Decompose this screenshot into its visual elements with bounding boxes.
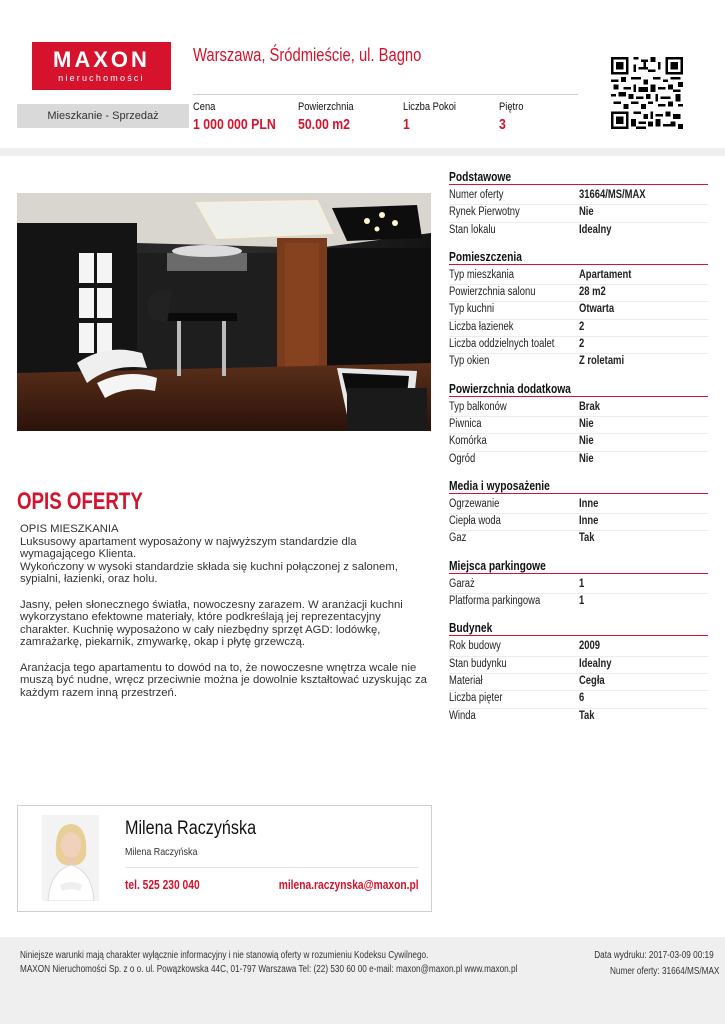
detail-row: [449, 452, 708, 469]
detail-row: [449, 434, 708, 451]
detail-row: [449, 691, 708, 708]
detail-key: Piwnica: [449, 417, 482, 430]
section-rule: [449, 573, 708, 574]
detail-key: Materiał: [449, 674, 483, 687]
section-title: Podstawowe: [449, 170, 512, 184]
detail-value: 2009: [579, 640, 600, 653]
description-paragraph: Aranżacja tego apartamentu to dowód na to, że nowoczesne wnętrza wcale nie muszą być nudne, wręcz przeciwnie można je dowolnie kształtować uzyskując za każdym razem inną przestrzeń.: [20, 661, 427, 699]
detail-value: Idealny: [579, 223, 612, 236]
detail-row: [449, 639, 708, 656]
detail-value: Nie: [579, 452, 594, 465]
address-divider: [193, 94, 578, 95]
detail-row: [449, 417, 708, 434]
details-panel: [449, 170, 708, 736]
detail-value: 2: [579, 338, 585, 351]
detail-key: Ciepła woda: [449, 515, 501, 528]
detail-row: [449, 577, 708, 594]
detail-key: Liczba oddzielnych toalet: [449, 338, 555, 351]
page-footer: [0, 937, 725, 1024]
section-rule: [449, 493, 708, 494]
logo-brand: MAXON: [53, 47, 150, 72]
detail-key: Ogród: [449, 452, 476, 465]
section-title: Powierzchnia dodatkowa: [449, 381, 571, 396]
detail-value: Inne: [579, 497, 599, 510]
detail-key: Winda: [449, 709, 476, 722]
footer-disclaimer: Niniejsze warunki mają charakter wyłącznie informacyjny i nie stanowią oferty w rozumieniu Kodeksu Cywilnego.: [20, 950, 429, 961]
detail-key: Stan budynku: [449, 657, 507, 670]
detail-value: Nie: [579, 435, 594, 448]
detail-value: Tak: [579, 532, 595, 545]
detail-row: [449, 302, 708, 319]
detail-row: [449, 594, 708, 611]
detail-row: [449, 188, 708, 205]
fact-value: 1 000 000 PLN: [193, 116, 276, 133]
footer-print-date: Data wydruku: 2017-03-09 00:19: [594, 950, 714, 961]
section-rule: [449, 396, 708, 397]
section-additional-area: [449, 382, 708, 469]
section-title: Pomieszczenia: [449, 249, 522, 264]
detail-value: 28 m2: [579, 286, 606, 299]
detail-value: 1: [579, 595, 585, 608]
detail-row: [449, 657, 708, 674]
detail-key: Rok budowy: [449, 640, 501, 653]
agent-email-link[interactable]: milena.raczynska@maxon.pl: [279, 878, 419, 892]
detail-value: Tak: [579, 709, 595, 722]
section-building: [449, 621, 708, 725]
detail-key: Liczba łazienek: [449, 320, 514, 333]
section-basic: [449, 170, 708, 240]
section-title: Budynek: [449, 621, 493, 636]
section-title: Miejsca parkingowe: [449, 558, 546, 573]
detail-row: [449, 268, 708, 285]
detail-key: Typ okien: [449, 355, 490, 368]
fact-label: Cena: [193, 101, 216, 113]
detail-key: Liczba pięter: [449, 692, 503, 705]
agent-divider: [125, 867, 419, 868]
detail-value: Nie: [579, 206, 594, 219]
section-parking: [449, 559, 708, 612]
detail-value: Nie: [579, 417, 594, 430]
fact-price: [193, 101, 294, 133]
description-paragraph: OPIS MIESZKANIA Luksusowy apartament wyposażony w najwyższym standardzie dla wymagającego Klienta. Wykończony w wysoki standardzie składa się kuchni połączonej z salonem, sypialni, łazienki, oraz holu.: [20, 523, 398, 586]
section-rule: [449, 635, 708, 636]
header-band: [0, 148, 725, 156]
detail-row: [449, 400, 708, 417]
section-rule: [449, 184, 708, 185]
logo-subtitle: nieruchomości: [58, 73, 145, 83]
detail-value: Otwarta: [579, 303, 615, 316]
footer-company: MAXON Nieruchomości Sp. z o o. ul. Powązkowska 44C, 01-797 Warszawa Tel: (22) 530 60 00 e-mail: maxon@maxon.pl www.maxon.pl: [20, 964, 518, 975]
agent-name: Milena Raczyńska: [125, 818, 257, 839]
agent-avatar: [42, 815, 99, 901]
detail-row: [449, 531, 708, 548]
qr-code-icon[interactable]: [611, 57, 683, 129]
fact-area: [298, 101, 363, 133]
detail-value: 2: [579, 320, 585, 333]
property-photo[interactable]: [17, 193, 431, 431]
section-rooms: [449, 250, 708, 372]
category-badge: Mieszkanie - Sprzedaż: [17, 104, 189, 128]
agent-card: [17, 805, 432, 912]
detail-key: Gaz: [449, 532, 467, 545]
footer-offer-number: Numer oferty: 31664/MS/MAX: [609, 966, 719, 977]
detail-row: [449, 674, 708, 691]
agent-name-small: Milena Raczyńska: [125, 846, 198, 858]
detail-row: [449, 205, 708, 222]
section-title: Media i wyposażenie: [449, 478, 550, 493]
fact-value: 3: [499, 116, 506, 133]
page-header: [0, 0, 725, 148]
detail-value: Idealny: [579, 657, 612, 670]
detail-value: Z roletami: [579, 355, 625, 368]
detail-key: Garaż: [449, 577, 475, 590]
detail-row: [449, 320, 708, 337]
detail-value: Brak: [579, 400, 600, 413]
detail-value: 6: [579, 692, 585, 705]
detail-row: [449, 709, 708, 726]
detail-key: Komórka: [449, 435, 487, 448]
property-address: Warszawa, Śródmieście, ul. Bagno: [193, 45, 422, 65]
section-rule: [449, 264, 708, 265]
detail-key: Typ balkonów: [449, 400, 507, 413]
fact-label: Liczba Pokoi: [403, 101, 457, 113]
fact-rooms: [403, 101, 465, 133]
detail-value: Cegła: [579, 674, 605, 687]
agent-phone-link[interactable]: tel. 525 230 040: [125, 878, 200, 892]
detail-key: Rynek Pierwotny: [449, 206, 520, 219]
detail-row: [449, 354, 708, 371]
description-body: [20, 523, 430, 699]
detail-key: Ogrzewanie: [449, 497, 500, 510]
detail-key: Stan lokalu: [449, 223, 496, 236]
detail-row: [449, 337, 708, 354]
detail-row: [449, 514, 708, 531]
detail-value: Apartament: [579, 268, 632, 281]
section-media: [449, 479, 708, 549]
fact-label: Piętro: [499, 101, 524, 113]
detail-key: Numer oferty: [449, 189, 504, 201]
description-title: OPIS OFERTY: [17, 488, 143, 515]
detail-row: [449, 497, 708, 514]
detail-value: Inne: [579, 515, 599, 528]
detail-row: [449, 285, 708, 302]
detail-value: 31664/MS/MAX: [579, 189, 646, 201]
detail-key: Powierzchnia salonu: [449, 286, 536, 299]
detail-value: 1: [579, 577, 585, 590]
maxon-logo[interactable]: [32, 42, 171, 90]
fact-floor: [499, 101, 528, 133]
fact-value: 50.00 m2: [298, 116, 350, 133]
description-paragraph: Jasny, pełen słonecznego światła, nowoczesny zarazem. W aranżacji kuchni wykorzystano efektowne materiały, które podkreślają jej reprezentacyjny charakter. Kuchnię wyposażono w cały niezbędny sprzęt AGD: lodówkę, zamrażarkę, piekarnik, zmywarkę, okap i płytę grzewczą.: [20, 598, 403, 649]
detail-key: Typ kuchni: [449, 303, 495, 316]
detail-row: [449, 223, 708, 240]
detail-key: Platforma parkingowa: [449, 595, 541, 608]
detail-key: Typ mieszkania: [449, 268, 514, 281]
fact-value: 1: [403, 116, 410, 133]
fact-label: Powierzchnia: [298, 101, 354, 113]
